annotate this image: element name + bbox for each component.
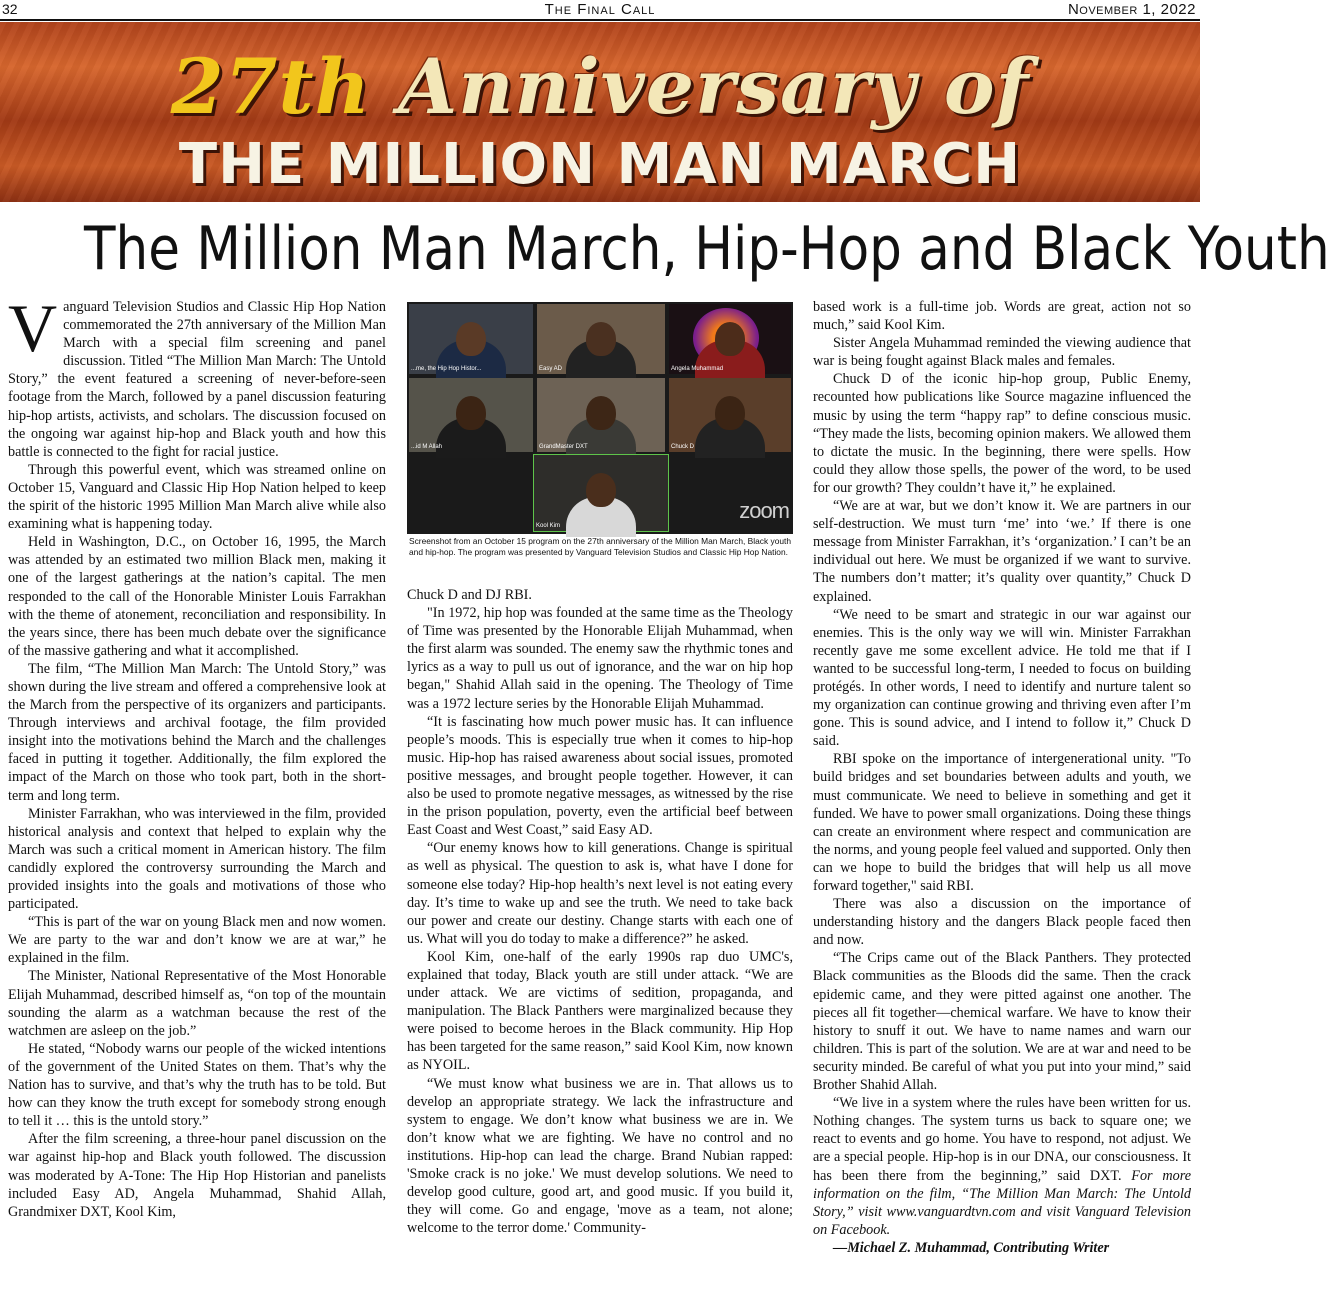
paragraph: Chuck D of the iconic hip-hop group, Public Enemy, recounted how publications like Source magazine influenced the music by using the term “happy rap” to define conscious music. “They made the lists, becoming opinion makers. We allowed them to dictate the music. In the beginning, there were spells. How could they allow those spells, the power of the word, to be used for our growth? They couldn’t have it,” he explained. — [813, 371, 1191, 496]
paragraph: He stated, “Nobody warns our people of the wicked intentions of the government of the United States on them. That’s why the Nation has to survive, and that’s why the truth has to be told. But how can they know the truth except for somebody strong enough to tell it … this is the untold story.” — [8, 1040, 386, 1130]
video-tile-active-speaker — [533, 454, 669, 532]
paragraph: Kool Kim, one-half of the early 1990s rap duo UMC's, explained that today, Black youth are still under attack. “We are under attack. We are victims of sedition, propaganda, and manipulation. The Black Panthers were marginalized because they were poised to become heroes in the Black community. Hip Hop has been targeted for the same reason,” said Kool Kim, now known as NYOIL. — [407, 948, 793, 1074]
photo-caption: Screenshot from an October 15 program on the 27th anniversary of the Million Man March, Black youth and hip-hop. The program was presented by Vanguard Television Studios and Classic Hip Hop Nation. — [409, 536, 791, 557]
paragraph: The Minister, National Representative of the Most Honorable Elijah Muhammad, described himself as, “on top of the mountain sounding the alarm as a watchman because the rest of the watchmen are asleep on the job.” — [8, 968, 386, 1039]
banner-anniversary-text: Anniversary of — [398, 42, 1030, 131]
paragraph: Held in Washington, D.C., on October 16, 1995, the March was attended by an estimated two million Black men, making it one of the largest gatherings at the nation’s capital. The men responded to the call of the Honorable Minister Louis Farrakhan with the theme of atonement, reconciliation and responsibility. In the years since, there has been much debate over the significance of the massive gathering and what it accomplished. — [8, 534, 386, 659]
person-head — [586, 473, 616, 507]
paragraph: Sister Angela Muhammad reminded the viewing audience that war is being fought against Black males and females. — [813, 335, 1191, 370]
tile-name: Chuck D — [671, 444, 695, 450]
page-number: 32 — [2, 1, 18, 17]
paragraph: There was also a discussion on the importance of understanding history and the dangers Black people faced then and now. — [813, 896, 1191, 949]
video-tile — [669, 378, 791, 452]
paragraph: "In 1972, hip hop was founded at the same time as the Theology of Time was presented by the Honorable Elijah Muhammad, when the first alarm was sounded. The enemy saw the rhythmic tones and lyrics as a way to pull us out of ignorance, and the war on hip hop began," Shahid Allah said in the opening. The Theology of Time was a 1972 lecture series by the Honorable Elijah Muhammad. — [407, 605, 793, 712]
paragraph: Chuck D and DJ RBI. — [407, 587, 532, 603]
paragraph-text: “We live in a system where the rules have been written for us. Nothing changes. The system turns us back to square one; we react to events and go home. You have to respond, not adjust. We are a special people. Hip-hop is in our DNA, our consciousness. It has been there from the beginning,” said DXT. — [813, 1095, 1191, 1184]
tile-name: Easy AD — [539, 366, 563, 372]
article-column-3 — [813, 298, 1191, 1257]
video-tile — [537, 378, 665, 452]
paragraph: After the film screening, a three-hour panel discussion on the war against hip-hop and Black youth followed. The discussion was moderated by A-Tone: The Hip Hop Historian and panelists included Easy AD, Angela Muhammad, Shahid Allah, Grandmixer DXT, Kool Kim, — [8, 1131, 386, 1220]
paragraph: “It is fascinating how much power music has. It can influence people’s moods. This is especially true when it comes to hip-hop music. Hip-hop has raised awareness about social issues, promoted positive messages, and brought people together. However, it can also be used to promote negative messages, as witnessed by the rise in the prison population, poverty, even the artificial beef between East Coast and West Coast,” said Easy AD. — [407, 713, 793, 839]
closing-note: For more information on the film, “The Million Man March: The Untold Story,” visit www.vanguardtvn.com and visit Vanguard Television on Facebook. — [813, 1167, 1191, 1238]
publication-name: The Final Call — [544, 1, 656, 18]
paragraph: based work is a full-time job. Words are great, action not so much,” said Kool Kim. — [813, 299, 1191, 334]
paragraph: Through this powerful event, which was streamed online on October 15, Vanguard and Classic Hip Hop Nation helped to keep the spirit of the historic 1995 Million Man March alive while also examining what is happening today. — [8, 461, 386, 533]
paragraph-with-note — [813, 1094, 1191, 1239]
banner-line-1 — [0, 42, 1200, 131]
paragraph: “Our enemy knows how to kill generations. Change is spiritual as well as physical. The question to ask is, what have I done for someone else today? Hip-hop health’s next level is not eating every day. It’s time to wake up and see the truth. We need to take back our power and create our destiny. Change starts with each one of us. What will you do today to make a difference?” he asked. — [407, 840, 793, 947]
tile-name: GrandMaster DXT — [539, 444, 588, 450]
video-tile — [537, 304, 665, 374]
person-head — [715, 322, 745, 356]
tile-name: ...me, the Hip Hop Histor... — [411, 366, 482, 372]
banner-number: 27th — [170, 42, 371, 131]
paragraph: RBI spoke on the importance of intergenerational unity. "To build bridges and set boundaries between adults and youth, we must communicate. We need to believe in something and get it funded. We have to power small organizations. Doing these things can create an environment where respect and communication are the norms, and young people feel valued and supported. Only then can we hope to build the bridges that will help us all move forward together," said RBI. — [813, 751, 1191, 894]
person-head — [715, 396, 745, 430]
paragraph: “We are at war, but we don’t know it. We are partners in our self-destruction. We must turn ‘me’ into ‘we.’ If there is one message from Minister Farrakhan, it’s ‘organization.’ I can’t be an individual out here. We must be organized if we want to survive. The numbers don’t matter; it’s quality over quantity,” Chuck D explained. — [813, 498, 1191, 605]
drop-cap: V — [8, 290, 58, 366]
zoom-screenshot-photo — [407, 302, 793, 534]
tile-name: ...id M Allah — [411, 444, 443, 450]
person-head — [586, 322, 616, 356]
person-head — [456, 322, 486, 356]
video-tile — [409, 304, 533, 374]
header-rule — [0, 19, 1200, 21]
byline: —Michael Z. Muhammad, Contributing Writer — [833, 1239, 1110, 1256]
paragraph: anguard Television Studios and Classic Hip Hop Nation commemorated the 27th anniversary of the Million Man March with a special film screening and panel discussion. Titled “The Million Man March: The Untold Story,” the event featured a screening of never-before-seen footage from the March, followed by a panel discussion featuring hip-hop artists, activists, and scholars. The discussion focused on the ongoing war against hip-hop and Black youth and how this battle is connected to the fight for racial justice. — [8, 299, 386, 460]
tile-name: Kool Kim — [536, 523, 561, 529]
article-column-1 — [8, 290, 386, 1221]
paragraph: “This is part of the war on young Black men and now women. We are party to the war and don’t know we are at war,” he explained in the film. — [8, 914, 386, 967]
paragraph: “The Crips came out of the Black Panthers. They protected Black communities as the Bloods did the same. Then the crack epidemic came, and they were pitted against one another. The pieces all fit together—chemical warfare. We have to know their history to snuff it out. We have to name names and warn our children. This is part of the solution. We are at war and need to be security minded. Be careful of what you put into your mind,” said Brother Shahid Allah. — [813, 950, 1191, 1094]
anniversary-banner — [0, 22, 1200, 202]
paragraph: “We need to be smart and strategic in our war against our enemies. This is the only way we will win. Minister Farrakhan recently gave me some excellent advice. He told me that if I wanted to be successful long-term, I needed to focus on building protégés. In other words, I need to identify and nurture talent so my organization can continue growing and thriving even after I’m gone. This is sound advice, and I intend to follow it,” Chuck D said. — [813, 606, 1191, 750]
page-header — [0, 0, 1200, 20]
article-column-2 — [407, 586, 793, 1237]
tile-name: Angela Muhammad — [671, 366, 724, 372]
video-tile — [669, 304, 791, 374]
zoom-logo: zoom — [739, 498, 789, 523]
paragraph: “We must know what business we are in. That allows us to develop an appropriate strategy. We lack the infrastructure and system to engage. We don’t know what business we are in. We don’t know what we are fighting. We have no control and no institutions. Hip-hop can lead the charge. Brand Nubian rapped: 'Smoke crack is no joke.' We must develop solutions. We need to develop good culture, good art, and good music. If you build it, they will come. Go and engage, 'move as a team, not alone; welcome to the terror dome.' Community- — [407, 1075, 793, 1237]
person-head — [586, 396, 616, 430]
paragraph: The film, “The Million Man March: The Untold Story,” was shown during the live stream and offered a comprehensive look at the March from the perspective of its organizers and participants. Through interviews and archival footage, the film provided insight into the motivations behind the March and the challenges faced in putting it together. Additionally, the film explored the impact of the March on those who took part, both in the short-term and long term. — [8, 660, 386, 804]
video-tile — [409, 378, 533, 452]
paragraph: Minister Farrakhan, who was interviewed in the film, provided historical analysis and context that helped to explain why the March was such a critical moment in American history. The film candidly explored the controversy surrounding the March and provided insights into the goals and motivations of those who participated. — [8, 805, 386, 913]
issue-date: November 1, 2022 — [1067, 1, 1196, 18]
article-headline: The Million Man March, Hip-Hop and Black Youth — [84, 214, 1330, 284]
banner-line-2: THE MILLION MAN MARCH — [178, 132, 1022, 197]
person-head — [456, 396, 486, 430]
